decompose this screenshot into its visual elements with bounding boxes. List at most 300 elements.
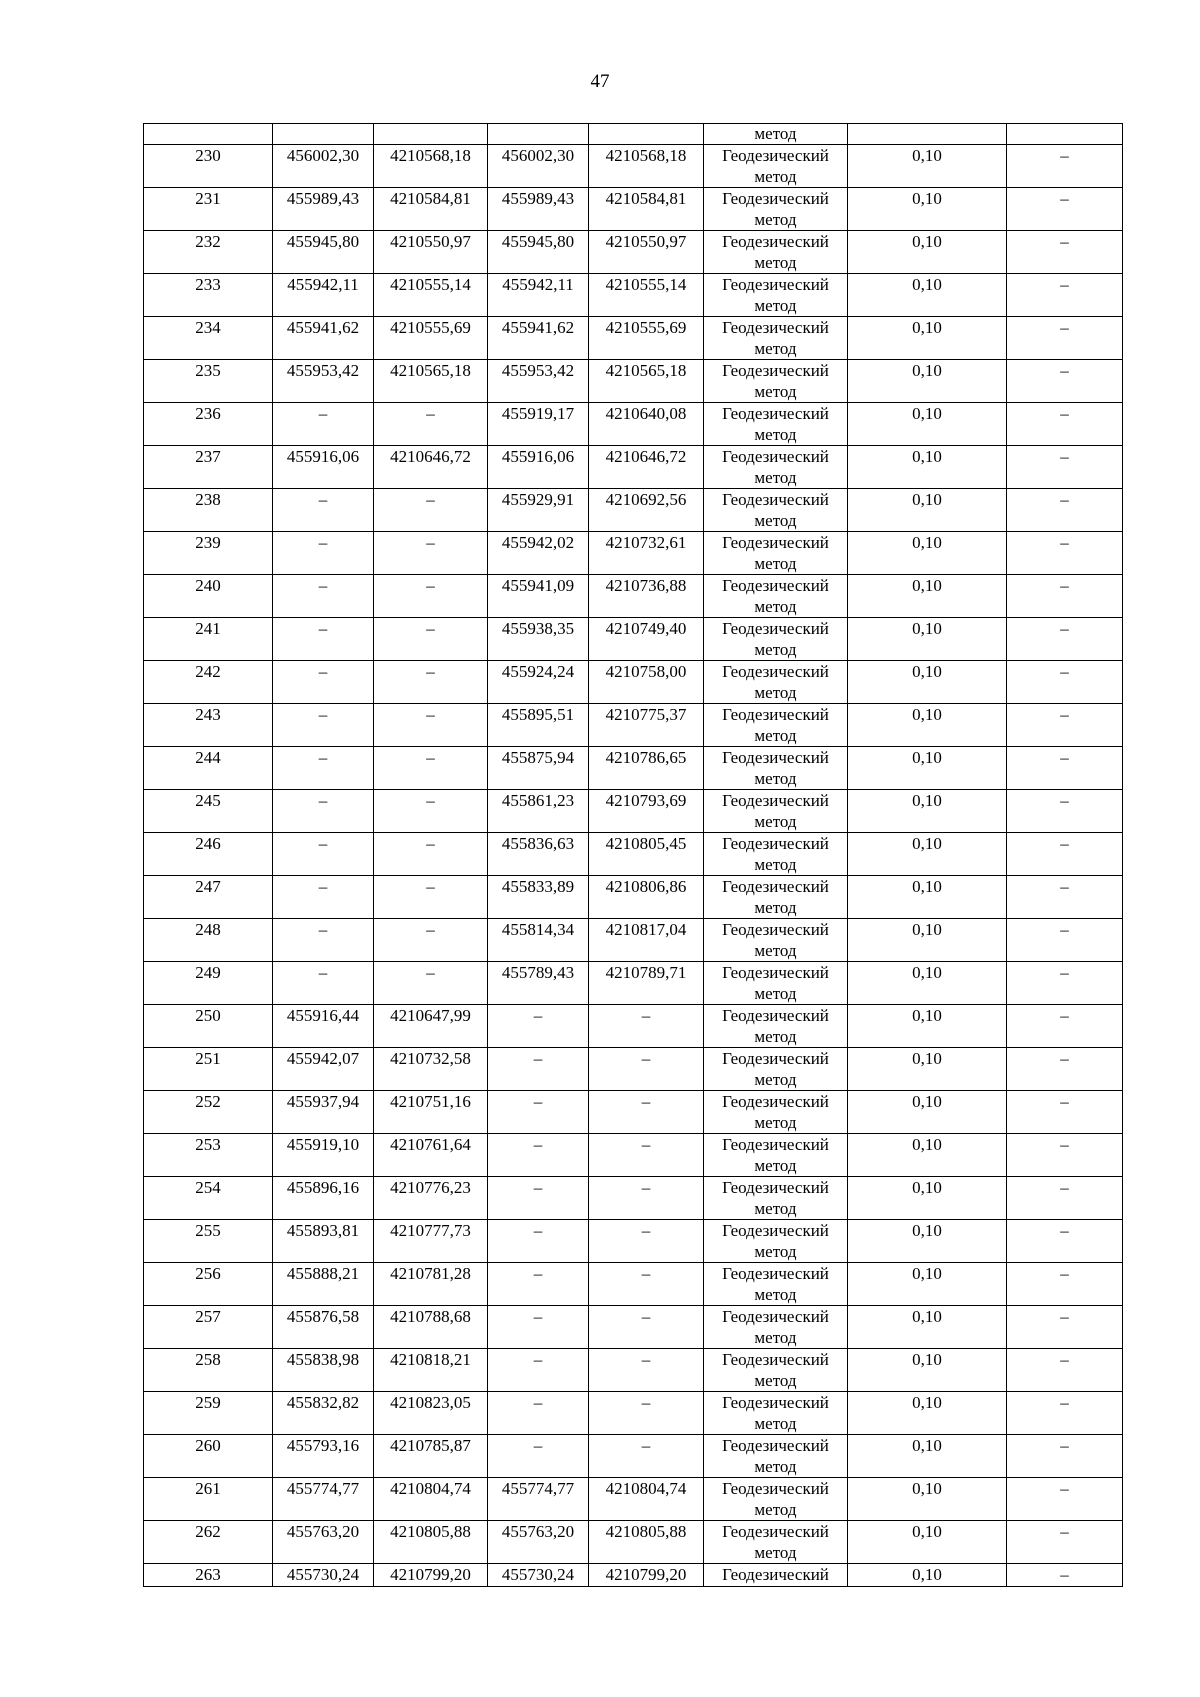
point-number-cell: 257 (144, 1306, 273, 1349)
x-new-cell: 455861,23 (488, 790, 589, 833)
y-old-cell: 4210781,28 (374, 1263, 488, 1306)
note-cell: – (1007, 1263, 1123, 1306)
method-cell: Геодезический метод (704, 188, 848, 231)
x-old-cell: – (273, 747, 374, 790)
x-old-cell: 455888,21 (273, 1263, 374, 1306)
point-number-cell: 253 (144, 1134, 273, 1177)
x-new-cell: 455941,09 (488, 575, 589, 618)
note-cell: – (1007, 274, 1123, 317)
method-cell: Геодезический метод (704, 1177, 848, 1220)
accuracy-cell: 0,10 (848, 1263, 1007, 1306)
x-old-cell: 455941,62 (273, 317, 374, 360)
note-cell: – (1007, 790, 1123, 833)
x-new-cell: 455924,24 (488, 661, 589, 704)
point-number-cell: 230 (144, 145, 273, 188)
y-old-cell: 4210568,18 (374, 145, 488, 188)
table-row (144, 618, 1123, 661)
table-cell (848, 124, 1007, 145)
accuracy-cell: 0,10 (848, 747, 1007, 790)
coordinates-table (143, 123, 1123, 1587)
point-number-cell: 241 (144, 618, 273, 661)
note-cell: – (1007, 1134, 1123, 1177)
x-old-cell: – (273, 962, 374, 1005)
table-row (144, 231, 1123, 274)
table-row-continuation (144, 124, 1123, 145)
table-row (144, 747, 1123, 790)
x-old-cell: 456002,30 (273, 145, 374, 188)
point-number-cell: 234 (144, 317, 273, 360)
note-cell: – (1007, 489, 1123, 532)
point-number-cell: 252 (144, 1091, 273, 1134)
accuracy-cell: 0,10 (848, 274, 1007, 317)
accuracy-cell: 0,10 (848, 575, 1007, 618)
x-old-cell: – (273, 790, 374, 833)
method-cell: Геодезический метод (704, 403, 848, 446)
table-row (144, 1392, 1123, 1435)
y-new-cell: 4210804,74 (589, 1478, 704, 1521)
y-new-cell: – (589, 1349, 704, 1392)
method-cell: Геодезический метод (704, 1220, 848, 1263)
x-new-cell: 455916,06 (488, 446, 589, 489)
method-cell: Геодезический метод (704, 1392, 848, 1435)
method-cell: Геодезический метод (704, 446, 848, 489)
x-old-cell: 455893,81 (273, 1220, 374, 1263)
y-old-cell: – (374, 962, 488, 1005)
x-old-cell: 455876,58 (273, 1306, 374, 1349)
y-old-cell: 4210584,81 (374, 188, 488, 231)
x-new-cell: – (488, 1306, 589, 1349)
point-number-cell: 235 (144, 360, 273, 403)
point-number-cell: 258 (144, 1349, 273, 1392)
point-number-cell: 237 (144, 446, 273, 489)
y-old-cell: 4210751,16 (374, 1091, 488, 1134)
method-cell: Геодезический метод (704, 1091, 848, 1134)
note-cell: – (1007, 360, 1123, 403)
y-new-cell: 4210640,08 (589, 403, 704, 446)
y-old-cell: 4210823,05 (374, 1392, 488, 1435)
x-old-cell: 455953,42 (273, 360, 374, 403)
method-cell: Геодезический метод (704, 1521, 848, 1564)
table-row (144, 489, 1123, 532)
note-cell: – (1007, 1005, 1123, 1048)
table-row (144, 274, 1123, 317)
accuracy-cell: 0,10 (848, 532, 1007, 575)
x-old-cell: 455793,16 (273, 1435, 374, 1478)
accuracy-cell: 0,10 (848, 661, 1007, 704)
note-cell: – (1007, 145, 1123, 188)
table-body (144, 124, 1123, 1587)
y-old-cell: 4210804,74 (374, 1478, 488, 1521)
y-old-cell: 4210647,99 (374, 1005, 488, 1048)
x-old-cell: – (273, 919, 374, 962)
y-new-cell: 4210555,69 (589, 317, 704, 360)
method-cell: Геодезический метод (704, 1263, 848, 1306)
point-number-cell: 263 (144, 1564, 273, 1587)
x-new-cell: 455953,42 (488, 360, 589, 403)
point-number-cell: 249 (144, 962, 273, 1005)
note-cell: – (1007, 747, 1123, 790)
point-number-cell: 232 (144, 231, 273, 274)
accuracy-cell: 0,10 (848, 1005, 1007, 1048)
point-number-cell: 256 (144, 1263, 273, 1306)
y-new-cell: – (589, 1005, 704, 1048)
table-row (144, 1521, 1123, 1564)
table-row (144, 360, 1123, 403)
x-new-cell: 455763,20 (488, 1521, 589, 1564)
point-number-cell: 262 (144, 1521, 273, 1564)
note-cell: – (1007, 1177, 1123, 1220)
note-cell: – (1007, 1435, 1123, 1478)
x-old-cell: – (273, 876, 374, 919)
y-old-cell: – (374, 919, 488, 962)
note-cell: – (1007, 1521, 1123, 1564)
y-new-cell: 4210817,04 (589, 919, 704, 962)
table-cell (144, 124, 273, 145)
method-cell: Геодезический метод (704, 833, 848, 876)
point-number-cell: 233 (144, 274, 273, 317)
accuracy-cell: 0,10 (848, 962, 1007, 1005)
table-row (144, 532, 1123, 575)
note-cell: – (1007, 403, 1123, 446)
method-cell: Геодезический метод (704, 317, 848, 360)
table-cell (1007, 124, 1123, 145)
y-new-cell: 4210555,14 (589, 274, 704, 317)
table-row (144, 1177, 1123, 1220)
accuracy-cell: 0,10 (848, 489, 1007, 532)
table-cell (589, 124, 704, 145)
note-cell: – (1007, 1048, 1123, 1091)
y-new-cell: 4210775,37 (589, 704, 704, 747)
y-old-cell: – (374, 833, 488, 876)
method-cell: Геодезический метод (704, 489, 848, 532)
point-number-cell: 254 (144, 1177, 273, 1220)
x-new-cell: – (488, 1048, 589, 1091)
table-row (144, 317, 1123, 360)
note-cell: – (1007, 919, 1123, 962)
table-row (144, 1134, 1123, 1177)
method-cell: Геодезический метод (704, 532, 848, 575)
table-row (144, 919, 1123, 962)
y-old-cell: 4210646,72 (374, 446, 488, 489)
table-row (144, 1263, 1123, 1306)
note-cell: – (1007, 833, 1123, 876)
note-cell: – (1007, 661, 1123, 704)
point-number-cell: 246 (144, 833, 273, 876)
table-row (144, 1091, 1123, 1134)
method-cell: Геодезический метод (704, 1134, 848, 1177)
y-new-cell: 4210799,20 (589, 1564, 704, 1587)
accuracy-cell: 0,10 (848, 145, 1007, 188)
accuracy-cell: 0,10 (848, 317, 1007, 360)
y-old-cell: 4210565,18 (374, 360, 488, 403)
table-row (144, 661, 1123, 704)
table-row (144, 188, 1123, 231)
y-old-cell: 4210732,58 (374, 1048, 488, 1091)
y-old-cell: 4210761,64 (374, 1134, 488, 1177)
accuracy-cell: 0,10 (848, 231, 1007, 274)
y-new-cell: 4210758,00 (589, 661, 704, 704)
accuracy-cell: 0,10 (848, 1392, 1007, 1435)
x-old-cell: 455896,16 (273, 1177, 374, 1220)
y-new-cell: – (589, 1435, 704, 1478)
y-new-cell: 4210786,65 (589, 747, 704, 790)
table-row (144, 1306, 1123, 1349)
y-old-cell: 4210550,97 (374, 231, 488, 274)
point-number-cell: 236 (144, 403, 273, 446)
table-row (144, 962, 1123, 1005)
x-new-cell: – (488, 1134, 589, 1177)
x-new-cell: 455942,11 (488, 274, 589, 317)
x-old-cell: 455942,11 (273, 274, 374, 317)
y-old-cell: – (374, 747, 488, 790)
y-old-cell: – (374, 618, 488, 661)
note-cell: – (1007, 317, 1123, 360)
accuracy-cell: 0,10 (848, 1435, 1007, 1478)
x-new-cell: 455789,43 (488, 962, 589, 1005)
method-cell: Геодезический метод (704, 618, 848, 661)
y-old-cell: – (374, 876, 488, 919)
point-number-cell: 259 (144, 1392, 273, 1435)
point-number-cell: 238 (144, 489, 273, 532)
note-cell: – (1007, 446, 1123, 489)
accuracy-cell: 0,10 (848, 919, 1007, 962)
point-number-cell: 240 (144, 575, 273, 618)
x-old-cell: 455916,44 (273, 1005, 374, 1048)
method-cell: Геодезический метод (704, 1005, 848, 1048)
y-old-cell: 4210776,23 (374, 1177, 488, 1220)
x-new-cell: – (488, 1349, 589, 1392)
method-cell: Геодезический метод (704, 876, 848, 919)
y-new-cell: 4210568,18 (589, 145, 704, 188)
note-cell: – (1007, 876, 1123, 919)
x-new-cell: – (488, 1435, 589, 1478)
note-cell: – (1007, 1306, 1123, 1349)
x-new-cell: 455945,80 (488, 231, 589, 274)
method-cell: Геодезический метод (704, 231, 848, 274)
x-old-cell: – (273, 618, 374, 661)
y-new-cell: 4210805,45 (589, 833, 704, 876)
table-row (144, 1005, 1123, 1048)
note-cell: – (1007, 1392, 1123, 1435)
note-cell: – (1007, 1478, 1123, 1521)
x-old-cell: – (273, 403, 374, 446)
x-new-cell: 456002,30 (488, 145, 589, 188)
point-number-cell: 248 (144, 919, 273, 962)
table-row (144, 446, 1123, 489)
table-row (144, 833, 1123, 876)
x-new-cell: 455814,34 (488, 919, 589, 962)
point-number-cell: 245 (144, 790, 273, 833)
y-new-cell: 4210692,56 (589, 489, 704, 532)
method-cell: Геодезический метод (704, 360, 848, 403)
x-old-cell: 455763,20 (273, 1521, 374, 1564)
accuracy-cell: 0,10 (848, 1521, 1007, 1564)
point-number-cell: 250 (144, 1005, 273, 1048)
accuracy-cell: 0,10 (848, 1478, 1007, 1521)
x-new-cell: 455941,62 (488, 317, 589, 360)
x-old-cell: – (273, 575, 374, 618)
method-cell: метод (704, 124, 848, 145)
x-new-cell: 455989,43 (488, 188, 589, 231)
x-old-cell: 455832,82 (273, 1392, 374, 1435)
accuracy-cell: 0,10 (848, 1048, 1007, 1091)
accuracy-cell: 0,10 (848, 704, 1007, 747)
table-row (144, 145, 1123, 188)
note-cell: – (1007, 532, 1123, 575)
point-number-cell: 255 (144, 1220, 273, 1263)
x-new-cell: – (488, 1263, 589, 1306)
note-cell: – (1007, 1091, 1123, 1134)
method-cell: Геодезический метод (704, 274, 848, 317)
accuracy-cell: 0,10 (848, 446, 1007, 489)
table-row (144, 790, 1123, 833)
accuracy-cell: 0,10 (848, 188, 1007, 231)
point-number-cell: 244 (144, 747, 273, 790)
y-old-cell: – (374, 489, 488, 532)
x-new-cell: 455942,02 (488, 532, 589, 575)
table-cell (374, 124, 488, 145)
note-cell: – (1007, 618, 1123, 661)
x-old-cell: 455942,07 (273, 1048, 374, 1091)
method-cell: Геодезический метод (704, 1349, 848, 1392)
method-cell: Геодезический метод (704, 790, 848, 833)
x-new-cell: 455875,94 (488, 747, 589, 790)
y-old-cell: 4210785,87 (374, 1435, 488, 1478)
accuracy-cell: 0,10 (848, 1220, 1007, 1263)
x-new-cell: – (488, 1392, 589, 1435)
y-new-cell: – (589, 1220, 704, 1263)
y-new-cell: 4210806,86 (589, 876, 704, 919)
y-new-cell: 4210732,61 (589, 532, 704, 575)
y-new-cell: – (589, 1306, 704, 1349)
accuracy-cell: 0,10 (848, 1091, 1007, 1134)
x-new-cell: – (488, 1005, 589, 1048)
y-old-cell: – (374, 704, 488, 747)
table-row (144, 1349, 1123, 1392)
note-cell: – (1007, 575, 1123, 618)
page-number: 47 (590, 71, 610, 92)
y-old-cell: – (374, 575, 488, 618)
x-new-cell: – (488, 1091, 589, 1134)
accuracy-cell: 0,10 (848, 1564, 1007, 1587)
table-row (144, 575, 1123, 618)
y-new-cell: – (589, 1177, 704, 1220)
method-cell: Геодезический метод (704, 747, 848, 790)
y-new-cell: 4210805,88 (589, 1521, 704, 1564)
table-cell (488, 124, 589, 145)
y-new-cell: 4210789,71 (589, 962, 704, 1005)
y-new-cell: 4210749,40 (589, 618, 704, 661)
y-new-cell: 4210550,97 (589, 231, 704, 274)
method-cell: Геодезический метод (704, 145, 848, 188)
y-new-cell: 4210793,69 (589, 790, 704, 833)
y-old-cell: – (374, 790, 488, 833)
x-new-cell: 455833,89 (488, 876, 589, 919)
method-cell: Геодезический метод (704, 704, 848, 747)
y-new-cell: – (589, 1392, 704, 1435)
y-new-cell: – (589, 1091, 704, 1134)
table-row (144, 1435, 1123, 1478)
x-new-cell: – (488, 1220, 589, 1263)
x-new-cell: 455730,24 (488, 1564, 589, 1587)
x-old-cell: 455989,43 (273, 188, 374, 231)
point-number-cell: 242 (144, 661, 273, 704)
note-cell: – (1007, 1349, 1123, 1392)
x-old-cell: 455838,98 (273, 1349, 374, 1392)
accuracy-cell: 0,10 (848, 618, 1007, 661)
x-old-cell: – (273, 489, 374, 532)
x-old-cell: – (273, 661, 374, 704)
y-new-cell: 4210584,81 (589, 188, 704, 231)
note-cell: – (1007, 231, 1123, 274)
x-old-cell: 455945,80 (273, 231, 374, 274)
table-row (144, 403, 1123, 446)
table-row (144, 1048, 1123, 1091)
point-number-cell: 261 (144, 1478, 273, 1521)
point-number-cell: 251 (144, 1048, 273, 1091)
y-old-cell: 4210555,69 (374, 317, 488, 360)
accuracy-cell: 0,10 (848, 1306, 1007, 1349)
method-cell: Геодезический метод (704, 661, 848, 704)
point-number-cell: 231 (144, 188, 273, 231)
method-cell: Геодезический метод (704, 919, 848, 962)
point-number-cell: 239 (144, 532, 273, 575)
note-cell: – (1007, 962, 1123, 1005)
point-number-cell: 247 (144, 876, 273, 919)
x-old-cell: 455919,10 (273, 1134, 374, 1177)
accuracy-cell: 0,10 (848, 876, 1007, 919)
x-old-cell: 455774,77 (273, 1478, 374, 1521)
y-old-cell: – (374, 661, 488, 704)
note-cell: – (1007, 188, 1123, 231)
method-cell: Геодезический (704, 1564, 848, 1587)
table-row (144, 1564, 1123, 1587)
method-cell: Геодезический метод (704, 1306, 848, 1349)
accuracy-cell: 0,10 (848, 360, 1007, 403)
point-number-cell: 243 (144, 704, 273, 747)
y-old-cell: 4210818,21 (374, 1349, 488, 1392)
x-new-cell: 455774,77 (488, 1478, 589, 1521)
method-cell: Геодезический метод (704, 1048, 848, 1091)
y-old-cell: 4210555,14 (374, 274, 488, 317)
x-new-cell: 455929,91 (488, 489, 589, 532)
method-cell: Геодезический метод (704, 1478, 848, 1521)
x-old-cell: 455916,06 (273, 446, 374, 489)
y-new-cell: – (589, 1134, 704, 1177)
accuracy-cell: 0,10 (848, 833, 1007, 876)
method-cell: Геодезический метод (704, 962, 848, 1005)
x-new-cell: 455938,35 (488, 618, 589, 661)
note-cell: – (1007, 704, 1123, 747)
x-new-cell: – (488, 1177, 589, 1220)
x-old-cell: – (273, 833, 374, 876)
y-new-cell: 4210646,72 (589, 446, 704, 489)
y-new-cell: 4210565,18 (589, 360, 704, 403)
y-new-cell: – (589, 1048, 704, 1091)
accuracy-cell: 0,10 (848, 790, 1007, 833)
x-old-cell: 455730,24 (273, 1564, 374, 1587)
y-new-cell: 4210736,88 (589, 575, 704, 618)
x-old-cell: 455937,94 (273, 1091, 374, 1134)
note-cell: – (1007, 1220, 1123, 1263)
y-old-cell: 4210799,20 (374, 1564, 488, 1587)
x-new-cell: 455919,17 (488, 403, 589, 446)
y-new-cell: – (589, 1263, 704, 1306)
y-old-cell: – (374, 403, 488, 446)
method-cell: Геодезический метод (704, 575, 848, 618)
y-old-cell: – (374, 532, 488, 575)
table-row (144, 1478, 1123, 1521)
